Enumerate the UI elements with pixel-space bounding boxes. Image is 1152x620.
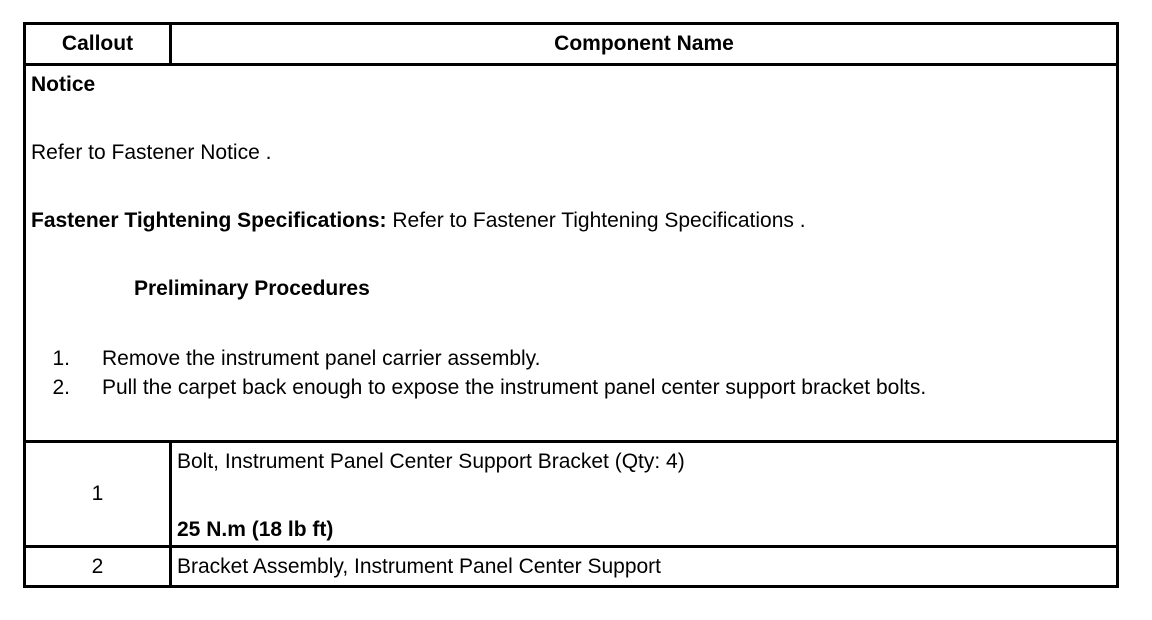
table-row xyxy=(25,547,1118,587)
table-header-row xyxy=(25,24,1118,65)
procedure-step xyxy=(31,373,1116,402)
tightening-spec-line xyxy=(31,209,1116,233)
notice-title: Notice xyxy=(31,73,96,96)
component-name-header: Component Name xyxy=(171,24,1118,65)
callout-number: 1 xyxy=(25,442,171,547)
torque-spec: 25 N.m (18 lb ft) xyxy=(177,518,334,541)
notice-row xyxy=(25,65,1118,442)
fastener-notice-text: Refer to Fastener Notice . xyxy=(31,141,272,164)
procedure-step xyxy=(31,344,1116,373)
step-number: 2. xyxy=(52,376,70,399)
callout-header: Callout xyxy=(25,24,171,65)
procedure-steps xyxy=(31,344,1116,402)
tightening-spec-text: Refer to Fastener Tightening Specifications . xyxy=(386,209,806,232)
component-name: Bracket Assembly, Instrument Panel Center Support xyxy=(177,554,662,578)
step-text: Pull the carpet back enough to expose the instrument panel center support bracket bolts. xyxy=(102,376,927,399)
step-number: 1. xyxy=(52,347,70,370)
preliminary-procedures-heading: Preliminary Procedures xyxy=(134,277,370,300)
component-cell xyxy=(171,547,1118,587)
component-name: Bolt, Instrument Panel Center Support Bracket (Qty: 4) xyxy=(177,450,685,473)
callout-number: 2 xyxy=(25,547,171,587)
component-cell xyxy=(171,442,1118,547)
component-table xyxy=(23,22,1119,588)
notice-cell xyxy=(25,65,1118,442)
fastener-notice-reference xyxy=(31,141,1116,165)
table-row xyxy=(25,442,1118,547)
tightening-spec-label: Fastener Tightening Specifications: xyxy=(31,209,387,232)
step-text: Remove the instrument panel carrier assembly. xyxy=(102,347,541,370)
